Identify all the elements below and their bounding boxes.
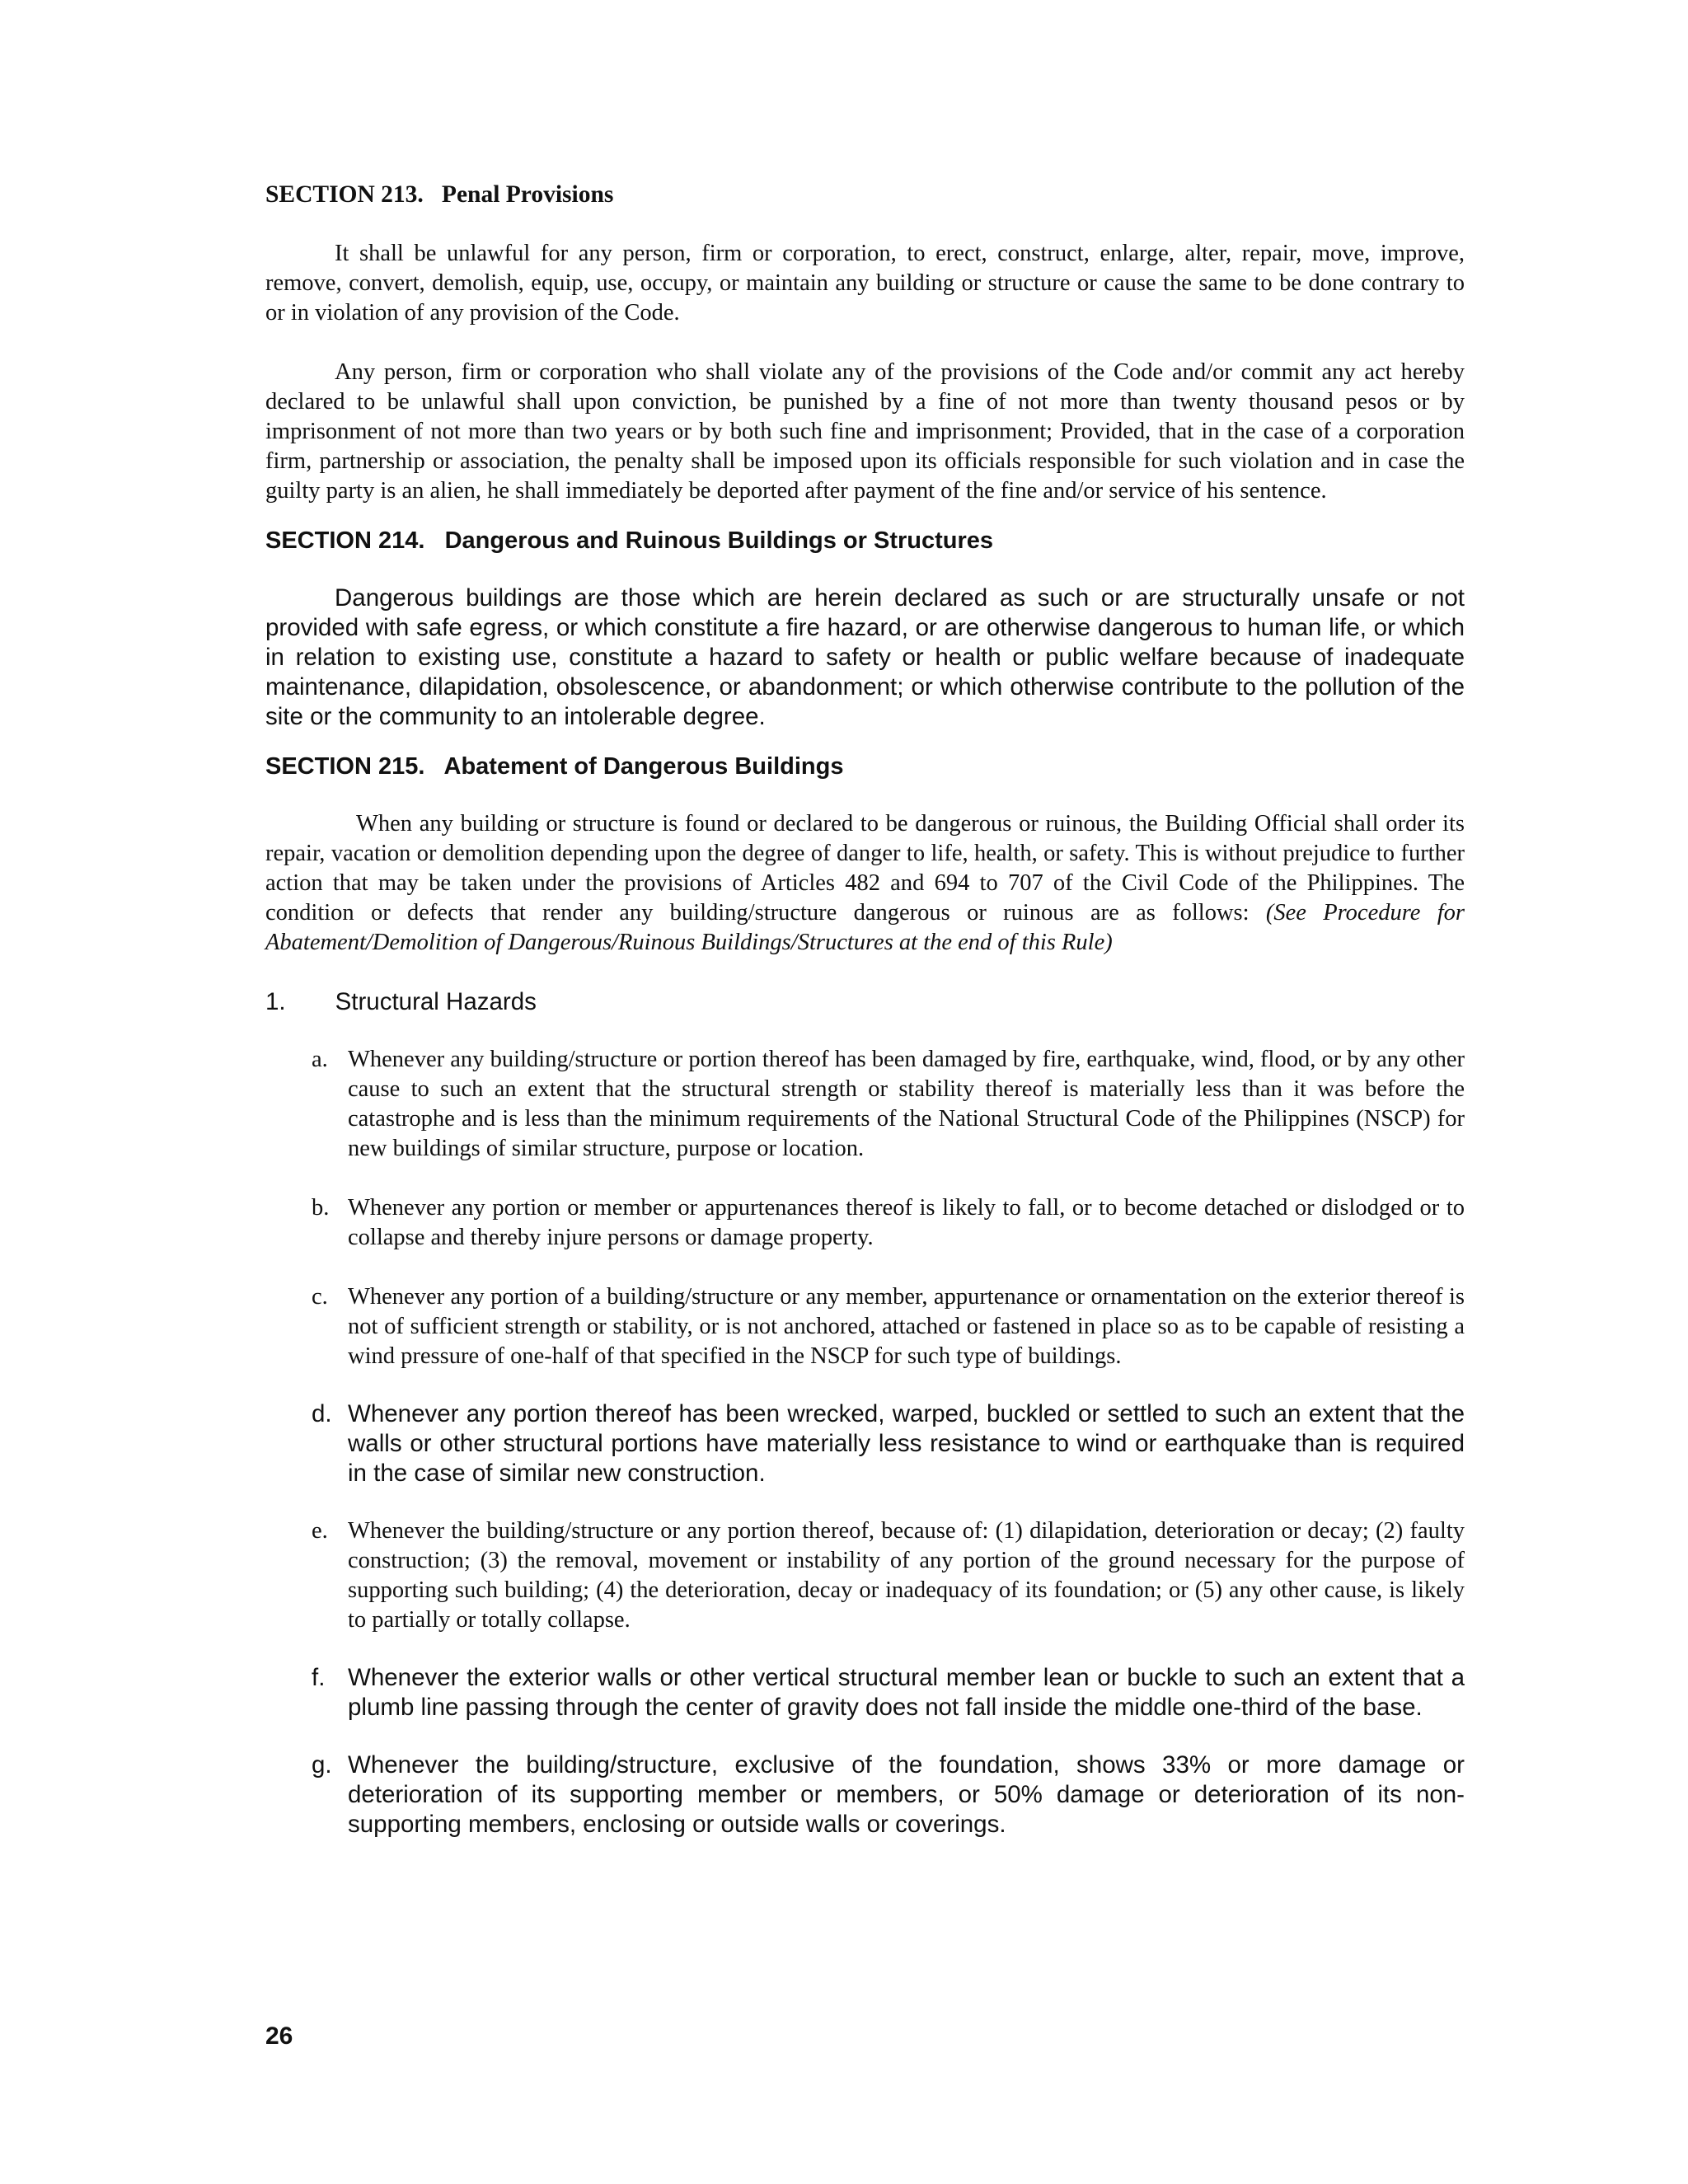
list-item-marker: g. [312,1751,332,1779]
list-item-text: Whenever any portion thereof has been wrecked, warped, buckled or settled to such an extent that the walls or other structural portions have materially less resistance to wind or earthquake than is required in the case of similar new construction. [348,1400,1465,1487]
list-item [265,1282,1465,1371]
list-structural-hazards-title [265,987,1465,1017]
list-item-text: Whenever any portion of a building/structure or any member, appurtenance or ornamentation on the exterior thereof is not of sufficient strength or stability, or is not anchored, attached or fastened in place so as to be capable of resisting a wind pressure of one-half of that specified in the NSCP for such type of buildings. [348,1284,1465,1369]
list-number: 1. [265,988,286,1015]
list-item-text: Whenever the building/structure or any portion thereof, because of: (1) dilapidation, deterioration or decay; (2) faulty construction; (3) the removal, movement or instability of any portion of the ground necessary for the purpose of supporting such building; (4) the deterioration, decay or inadequacy of its foundation; or (5) any other cause, is likely to partially or totally collapse. [348,1518,1465,1633]
list-item-text: Whenever any portion or member or appurtenances thereof is likely to fall, or to become detached or dislodged or to collapse and thereby injure persons or damage property. [348,1195,1465,1250]
document-page [265,180,1465,1840]
list-item [265,1663,1465,1722]
list-item-marker: f. [312,1664,326,1691]
section-213-paragraph-2: Any person, firm or corporation who shall violate any of the provisions of the Code and/or commit any act hereby declared to be unlawful shall upon conviction, be punished by a fine of not more than twenty thousand pesos or by imprisonment of not more than two years or by both such fine and imprisonment; Provided, that in the case of a corporation firm, partnership or association, the penalty shall be imposed upon its officials responsible for such violation and in case the guilty party is an alien, he shall immediately be deported after payment of the fine and/or service of his sentence. [265,359,1465,504]
list-item [265,1516,1465,1635]
section-213-paragraph-1: It shall be unlawful for any person, firm or corporation, to erect, construct, enlarge, alter, repair, move, improve, remove, convert, demolish, equip, use, occupy, or maintain any building or structure or cause the same to be done contrary to or in violation of any provision of the Code. [265,241,1465,326]
list-item-marker: e. [312,1518,328,1544]
list-item [265,1750,1465,1840]
list-item-marker: d. [312,1400,332,1427]
section-215-paragraph-text: When any building or structure is found or declared to be dangerous or ruinous, the Building Official shall order its repair, vacation or demolition depending upon the degree of danger to life, health, or safety. This is without prejudice to further action that may be taken under the provisions of Articles 482 and 694 to 707 of the Civil Code of the Philippines. The condition or defects that render any building/structure dangerous or ruinous are as follows: [265,811,1465,926]
list-item [265,1045,1465,1164]
section-214-heading: SECTION 214. Dangerous and Ruinous Buildings or Structures [265,527,994,554]
list-item [265,1399,1465,1488]
list-item-marker: a. [312,1047,328,1072]
list-item-text: Whenever the exterior walls or other vertical structural member lean or buckle to such an extent that a plumb line passing through the center of gravity does not fall inside the middle one-third of the base. [348,1664,1465,1721]
section-215-heading: SECTION 215. Abatement of Dangerous Buildings [265,753,844,780]
list-item-text: Whenever any building/structure or portion thereof has been damaged by fire, earthquake, wind, flood, or by any other cause to such an extent that the structural strength or stability thereof is materially less than it was before the catastrophe and is less than the minimum requirements of the National Structural Code of the Philippines (NSCP) for new buildings of similar structure, purpose or location. [348,1047,1465,1161]
list-item-marker: b. [312,1195,330,1221]
list-title: Structural Hazards [335,988,537,1015]
section-214-paragraph-1: Dangerous buildings are those which are herein declared as such or are structurally unsafe or not provided with safe egress, or which constitute a fire hazard, or are otherwise dangerous to human life, or which in relation to existing use, constitute a hazard to safety or health or public welfare because of inadequate maintenance, dilapidation, obsolescence, or abandonment; or which otherwise contribute to the pollution of the site or the community to an intolerable degree. [265,584,1465,730]
list-item-marker: c. [312,1284,328,1310]
section-215-paragraph-1 [265,809,1465,958]
section-215-paragraph-note: (See Procedure for Abatement/Demolition of Dangerous/Ruinous Buildings/Structures at the end of this Rule) [265,900,1465,955]
section-213-heading: SECTION 213. Penal Provisions [265,181,614,208]
page-number: 26 [265,2022,293,2050]
list-item-text: Whenever the building/structure, exclusive of the foundation, shows 33% or more damage or deterioration of its supporting member or members, or 50% damage or deterioration of its non-supporting members, enclosing or outside walls or coverings. [348,1751,1465,1838]
list-item [265,1193,1465,1253]
